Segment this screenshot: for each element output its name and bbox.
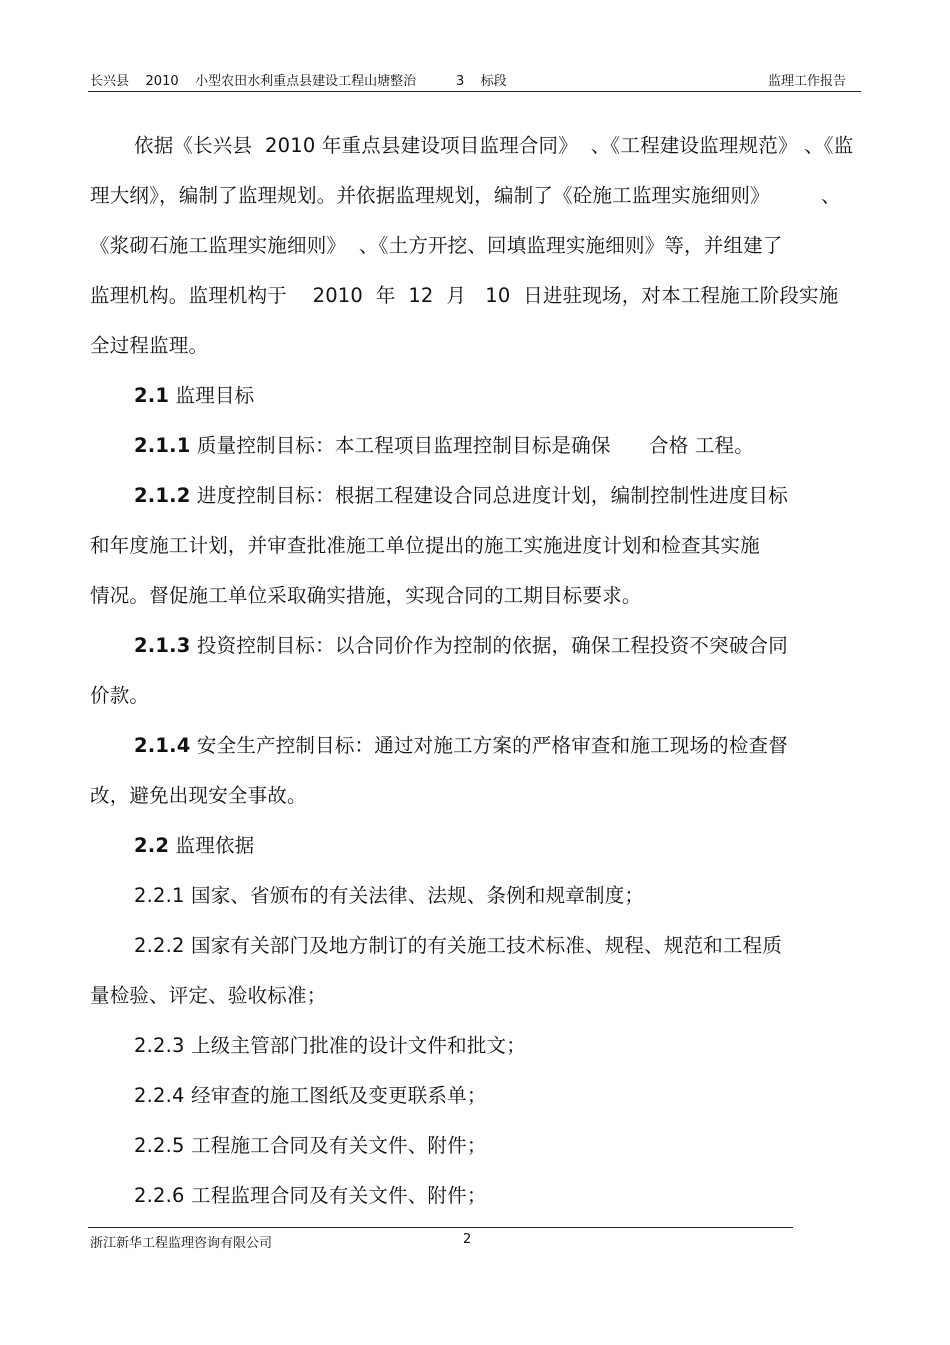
section-title: 监理目标 <box>169 384 255 407</box>
section-number: 2.1.2 <box>134 484 191 507</box>
paragraph-line: 依据《长兴县 2010 年重点县建设项目监理合同》 、《工程建设监理规范》 、《监 <box>134 134 854 157</box>
paragraph-line: 监理机构。监理机构于 2010 年 12 月 10 日进驻现场，对本工程施工阶段实施 <box>90 284 839 307</box>
subsection-2-1-4 <box>134 730 788 758</box>
list-item: 2.2.1 国家、省颁布的有关法律、法规、条例和规章制度； <box>134 884 645 907</box>
list-item: 2.2.4 经审查的施工图纸及变更联系单； <box>134 1084 487 1107</box>
header-project-title: 长兴县 2010 小型农田水利重点县建设工程山塘整治 <box>90 74 417 89</box>
header-rule <box>88 91 861 92</box>
section-text: 投资控制目标：以合同价作为控制的依据，确保工程投资不突破合同 <box>190 634 788 657</box>
paragraph-line: 价款。 <box>90 684 150 707</box>
subsection-2-1-2 <box>134 480 788 508</box>
header-section: 3 标段 <box>456 74 507 89</box>
list-item: 2.2.2 国家有关部门及地方制订的有关施工技术标准、规程、规范和工程质 <box>134 934 783 957</box>
paragraph-line: 情况。督促施工单位采取确实措施，实现合同的工期目标要求。 <box>90 584 642 607</box>
section-text: 质量控制目标：本工程项目监理控制目标是确保 合格 工程。 <box>190 434 754 457</box>
list-item-continuation: 量检验、评定、验收标准； <box>90 984 327 1007</box>
subsection-2-1-3 <box>134 630 788 658</box>
paragraph-line: 《浆砌石施工监理实施细则》 、《土方开挖、回填监理实施细则》等，并组建了 <box>90 234 783 257</box>
paragraph-line: 理大纲》，编制了监理规划。并依据监理规划，编制了《砼施工监理实施细则》 、 <box>90 184 841 207</box>
header-report-title: 监理工作报告 <box>768 74 847 89</box>
list-item: 2.2.6 工程监理合同及有关文件、附件； <box>134 1184 487 1207</box>
paragraph-line: 改，避免出现安全事故。 <box>90 784 307 807</box>
footer-company: 浙江新华工程监理咨询有限公司 <box>90 1236 273 1251</box>
footer-rule <box>88 1227 793 1228</box>
section-number: 2.1.3 <box>134 634 191 657</box>
list-item: 2.2.3 上级主管部门批准的设计文件和批文； <box>134 1034 526 1057</box>
paragraph-line: 全过程监理。 <box>90 334 209 357</box>
section-title: 监理依据 <box>169 834 255 857</box>
section-text: 安全生产控制目标：通过对施工方案的严格审查和施工现场的检查督 <box>190 734 788 757</box>
section-heading-2-2 <box>134 830 254 858</box>
section-number: 2.2 <box>134 834 170 857</box>
paragraph-line: 和年度施工计划，并审查批准施工单位提出的施工实施进度计划和检查其实施 <box>90 534 760 557</box>
subsection-2-1-1 <box>134 430 754 458</box>
section-number: 2.1.4 <box>134 734 191 757</box>
section-number: 2.1.1 <box>134 434 191 457</box>
section-text: 进度控制目标：根据工程建设合同总进度计划，编制控制性进度目标 <box>190 484 788 507</box>
section-number: 2.1 <box>134 384 170 407</box>
list-item: 2.2.5 工程施工合同及有关文件、附件； <box>134 1134 487 1157</box>
section-heading-2-1 <box>134 380 254 408</box>
page-number: 2 <box>463 1232 472 1247</box>
